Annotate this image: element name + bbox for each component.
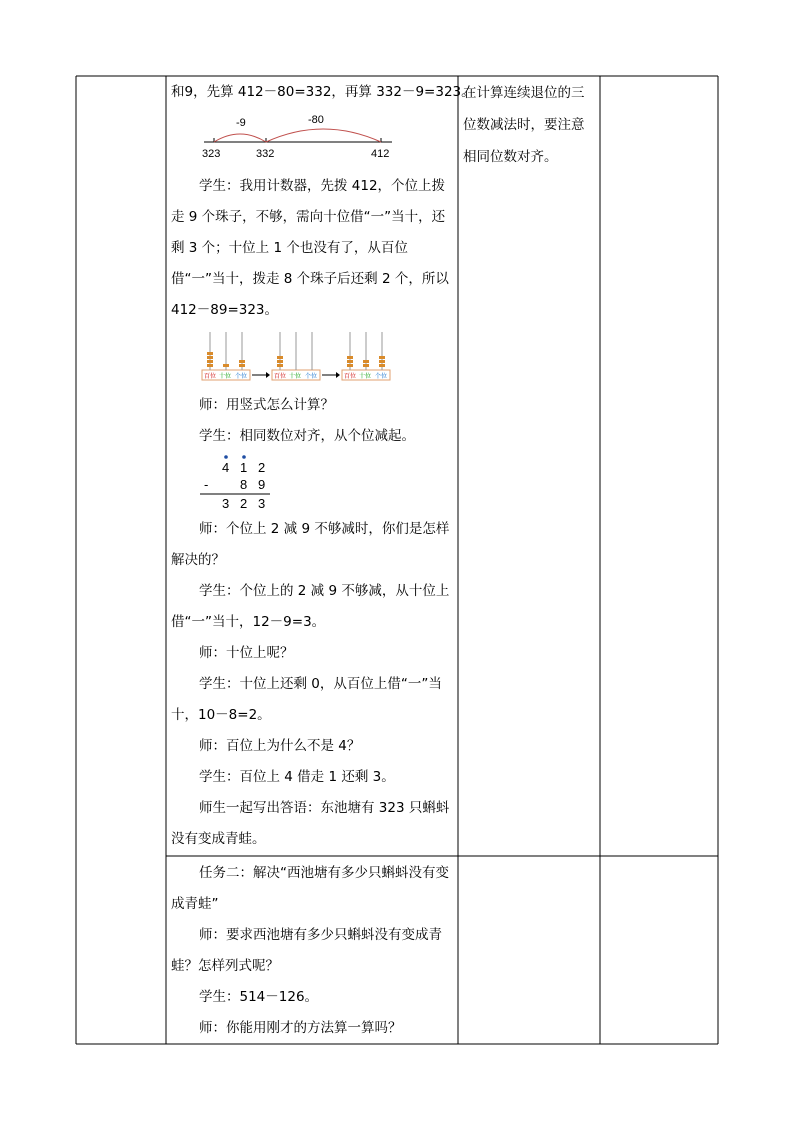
minus-sign: - xyxy=(204,477,209,492)
digit: 3 xyxy=(258,496,266,511)
digit: 1 xyxy=(240,460,248,475)
abacus-label: 十位 xyxy=(359,373,372,380)
teacher-question: 师：用竖式怎么计算？ xyxy=(199,397,334,413)
tick-label: 323 xyxy=(202,148,221,160)
abacus-label: 个位 xyxy=(375,373,388,380)
abacus-label: 百位 xyxy=(274,373,287,380)
jump-small-label: -9 xyxy=(236,117,246,129)
number-line xyxy=(198,110,408,162)
digit: 8 xyxy=(240,477,248,492)
abacus-label: 个位 xyxy=(235,373,248,380)
student-answer: 学生：百位上 4 借走 1 还剩 3。 xyxy=(199,769,395,785)
vertical-subtraction xyxy=(198,452,278,514)
student-answer: 学生：十位上还剩 0，从百位上借“一”当十，10－8=2。 xyxy=(171,676,442,723)
jump-large-label: -80 xyxy=(308,114,324,126)
teacher-question: 师：个位上 2 减 9 不够减时，你们是怎样解决的？ xyxy=(171,521,450,568)
digit: 4 xyxy=(222,460,230,475)
abacus-label: 百位 xyxy=(204,373,217,380)
digit: 2 xyxy=(240,496,248,511)
tick-label: 332 xyxy=(256,148,275,160)
intro-text: 和9，先算 412－80=332，再算 332－9=323。 xyxy=(171,84,475,100)
teacher-question: 师：你能用刚才的方法算一算吗？ xyxy=(199,1020,402,1036)
digit: 9 xyxy=(258,477,266,492)
task-two-block xyxy=(171,858,456,1044)
abacus-label: 十位 xyxy=(219,373,232,380)
conclusion: 师生一起写出答语：东池塘有 323 只蝌蚪没有变成青蛙。 xyxy=(171,800,450,847)
dialogue-block xyxy=(171,390,456,452)
teacher-question: 师：百位上为什么不是 4？ xyxy=(199,738,361,754)
teacher-question: 师：十位上呢？ xyxy=(199,645,294,661)
abacus-explanation: 学生：我用计数器，先拨 412，个位上拨走 9 个珠子，不够，需向十位借“一”当十，还剩 3 个；十位上 1 个也没有了，从百位借“一”当十，拨走 8 个珠子后还剩 2 个，所以 412－89=323。 xyxy=(171,178,449,318)
student-answer: 学生：514－126。 xyxy=(199,989,319,1005)
teaching-note: 在计算连续退位的三位数减法时，要注意相同位数对齐。 xyxy=(463,85,585,165)
abacus-label: 个位 xyxy=(305,373,318,380)
abacus-illustration xyxy=(200,330,392,382)
dialogue-block xyxy=(171,514,456,855)
digit: 2 xyxy=(258,460,266,475)
tick-label: 412 xyxy=(371,148,390,160)
abacus-label: 百位 xyxy=(344,373,357,380)
task-heading: 任务二：解决“西池塘有多少只蝌蚪没有变成青蛙” xyxy=(171,865,449,912)
student-answer: 学生：个位上的 2 减 9 不够减，从十位上借“一”当十，12－9=3。 xyxy=(171,583,450,630)
student-answer: 学生：相同数位对齐，从个位减起。 xyxy=(199,428,415,444)
abacus-label: 十位 xyxy=(289,373,302,380)
digit: 3 xyxy=(222,496,230,511)
teacher-question: 师：要求西池塘有多少只蝌蚪没有变成青蛙？怎样列式呢？ xyxy=(171,927,442,974)
